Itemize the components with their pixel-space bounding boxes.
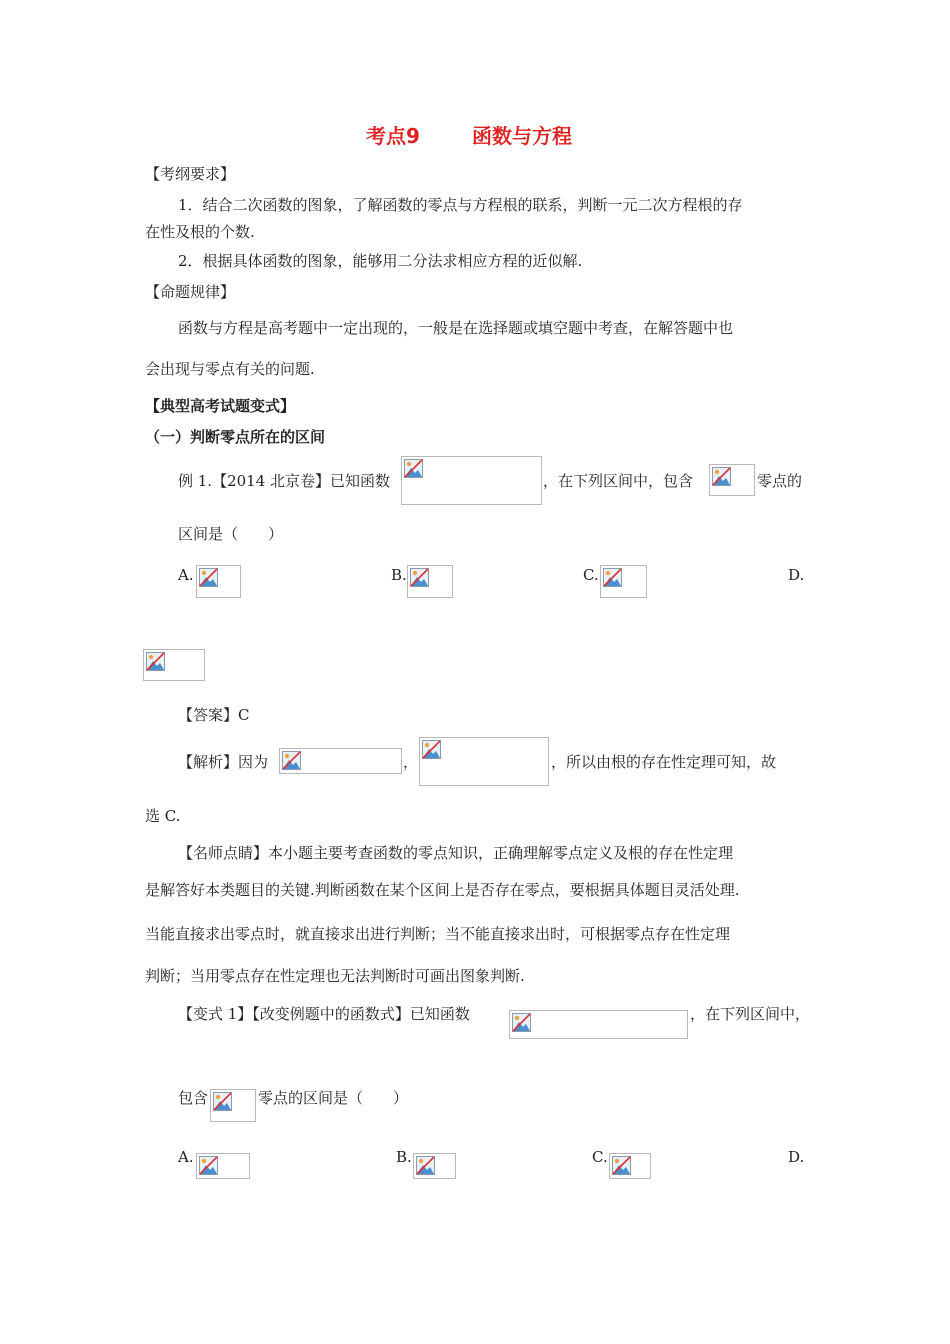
rules-line2: 会出现与零点有关的问题. — [145, 360, 315, 378]
broken-image-icon — [213, 1092, 232, 1111]
variant1-option-d-label: D. — [788, 1148, 805, 1166]
page-title-part2: 函数与方程 — [472, 124, 572, 148]
answer: 【答案】C — [178, 706, 250, 724]
requirement-1-line1: 1．结合二次函数的图象，了解函数的零点与方程根的联系，判断一元二次方程根的存 — [178, 196, 743, 214]
formula-image — [401, 456, 542, 505]
rules-line1: 函数与方程是高考题中一定出现的，一般是在选择题或填空题中考查，在解答题中也 — [178, 319, 734, 337]
analysis-prefix: 【解析】因为 — [178, 753, 269, 771]
broken-image-icon — [422, 740, 441, 759]
option-c-label: C. — [583, 566, 599, 584]
option-b-image — [407, 565, 453, 598]
broken-image-icon — [199, 1156, 218, 1175]
analysis-suffix: ，所以由根的存在性定理可知，故 — [551, 753, 777, 771]
option-b-label: B. — [391, 566, 407, 584]
requirement-1-line2: 在性及根的个数. — [145, 223, 255, 241]
variant1-option-a-image — [196, 1153, 250, 1179]
variant1-option-a-label: A. — [178, 1148, 194, 1166]
variant1-line2-suffix: 零点的区间是（ ） — [258, 1089, 409, 1107]
example1-prefix: 例 1.【2014 北京卷】已知函数 — [178, 472, 391, 490]
analysis-formula-image — [279, 748, 402, 774]
variant1-option-b-image — [413, 1153, 456, 1179]
analysis-comma: ， — [403, 753, 419, 771]
broken-image-icon — [612, 1156, 631, 1175]
broken-image-icon — [603, 568, 622, 587]
variant1-line2-prefix: 包含 — [178, 1089, 209, 1107]
variant1-option-c-label: C. — [592, 1148, 608, 1166]
option-d-image — [143, 649, 205, 681]
broken-image-icon — [146, 652, 165, 671]
analysis-line2: 选 C. — [145, 807, 181, 825]
broken-image-icon — [199, 568, 218, 587]
broken-image-icon — [404, 459, 423, 478]
teacher-note-line3: 当能直接求出零点时，就直接求出进行判断；当不能直接求出时，可根据零点存在性定理 — [145, 925, 731, 943]
option-a-label: A. — [178, 566, 194, 584]
variant1-suffix: ，在下列区间中， — [690, 1005, 811, 1023]
page-title-part1: 考点9 — [366, 124, 420, 148]
variant1-option-b-label: B. — [396, 1148, 412, 1166]
example1-suffix: 零点的 — [757, 472, 803, 490]
example1-mid: ，在下列区间中，包含 — [543, 472, 694, 490]
example1-line2: 区间是（ ） — [178, 525, 284, 543]
broken-image-icon — [712, 467, 731, 486]
requirement-2: 2．根据具体函数的图象，能够用二分法求相应方程的近似解. — [178, 252, 583, 270]
option-d-label: D. — [788, 566, 805, 584]
subsection-1-header: （一）判断零点所在的区间 — [145, 428, 326, 446]
teacher-note-line2: 是解答好本类题目的关键.判断函数在某个区间上是否存在零点，要根据具体题目灵活处理. — [145, 881, 740, 899]
variant1-formula-image — [210, 1089, 256, 1122]
broken-image-icon — [512, 1013, 531, 1032]
typical-header: 【典型高考试题变式】 — [145, 397, 296, 415]
formula-image — [709, 464, 755, 496]
option-c-image — [600, 565, 647, 598]
broken-image-icon — [282, 751, 301, 770]
rules-header: 【命题规律】 — [145, 283, 236, 301]
requirements-header: 【考纲要求】 — [145, 165, 236, 183]
broken-image-icon — [416, 1156, 435, 1175]
teacher-note-line4: 判断；当用零点存在性定理也无法判断时可画出图象判断. — [145, 967, 525, 985]
variant1-option-c-image — [609, 1153, 651, 1179]
analysis-formula-image — [419, 737, 549, 786]
option-a-image — [196, 565, 241, 598]
broken-image-icon — [410, 568, 429, 587]
teacher-note-line1: 【名师点睛】本小题主要考查函数的零点知识，正确理解零点定义及根的存在性定理 — [178, 844, 734, 862]
variant1-prefix: 【变式 1】【改变例题中的函数式】已知函数 — [178, 1005, 470, 1023]
variant1-formula-image — [509, 1010, 688, 1039]
